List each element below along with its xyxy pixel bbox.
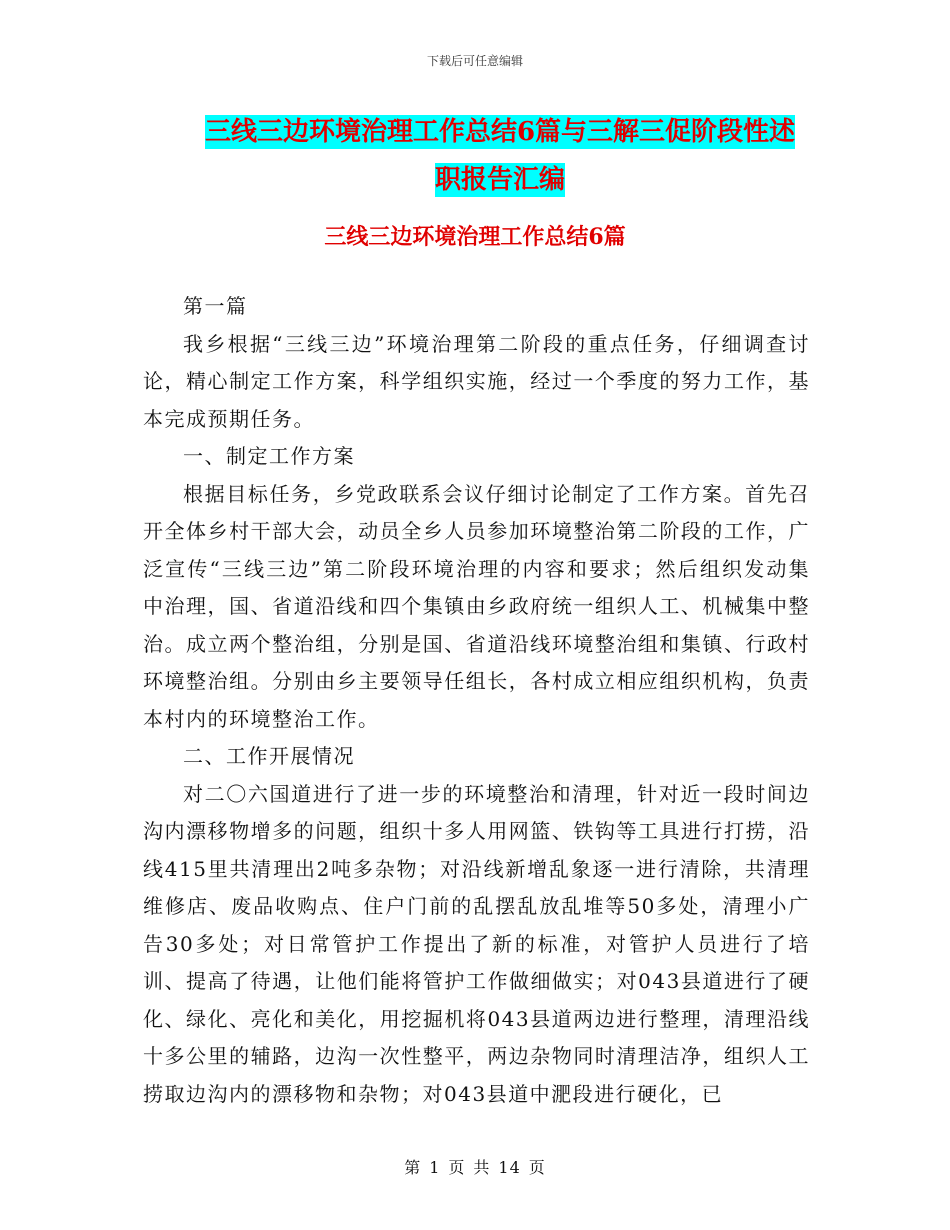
footer-page-number: 1 (429, 1158, 441, 1177)
paragraph-intro: 我乡根据“三线三边”环境治理第二阶段的重点任务，仔细调查讨论，精心制定工作方案，科学组织实施，经过一个季度的努力工作，基本完成预期任务。 (143, 331, 810, 431)
footer-total-prefix: 共 (473, 1158, 491, 1177)
document-body (143, 288, 810, 1113)
paragraph-progress: 对二〇六国道进行了进一步的环境整治和清理，针对近一段时间边沟内漂移物增多的问题，组织十多人用网篮、铁钩等工具进行打捞，沿线415里共清理出2吨多杂物；对沿线新增乱象逐一进行清除，共清理维修店、废品收购点、住户门前的乱摆乱放乱堆等50多处，清理小广告30多处；对日常管护工作提出了新的标准，对管护人员进行了培训、提高了待遇，让他们能将管护工作做细做实；对043县道进行了硬化、绿化、亮化和美化，用挖掘机将043县道两边进行整理，清理沿线十多公里的辅路，边沟一次性整平，两边杂物同时清理洁净，组织人工捞取边沟内的漂移物和杂物；对043县道中淝段进行硬化，已 (143, 781, 810, 1106)
document-title-line2: 职报告汇编 (434, 165, 565, 195)
paragraph-chapter-label: 第一篇 (183, 294, 248, 318)
page-footer (0, 1155, 950, 1178)
footer-prefix: 第 (404, 1158, 422, 1177)
footer-suffix: 页 (528, 1158, 546, 1177)
paragraph-plan: 根据目标任务，乡党政联系会议仔细讨论制定了工作方案。首先召开全体乡村干部大会，动员全乡人员参加环境整治第二阶段的工作，广泛宣传“三线三边”第二阶段环境治理的内容和要求；然后组织发动集中治理，国、省道沿线和四个集镇由乡政府统一组织人工、机械集中整治。成立两个整治组，分别是国、省道沿线环境整治组和集镇、行政村环境整治组。分别由乡主要领导任组长，各村成立相应组织机构，负责本村内的环境整治工作。 (143, 481, 810, 731)
section-title: 三线三边环境治理工作总结6篇 (324, 224, 626, 250)
footer-total-pages: 14 (498, 1158, 521, 1177)
paragraph-heading-1: 一、制定工作方案 (183, 444, 355, 468)
page-header-note: 下载后可任意编辑 (426, 54, 523, 68)
document-title-line1: 三线三边环境治理工作总结6篇与三解三促阶段性述 (204, 117, 796, 147)
document-title (150, 108, 850, 204)
footer-page-word: 页 (448, 1158, 466, 1177)
paragraph-heading-2: 二、工作开展情况 (183, 744, 355, 768)
